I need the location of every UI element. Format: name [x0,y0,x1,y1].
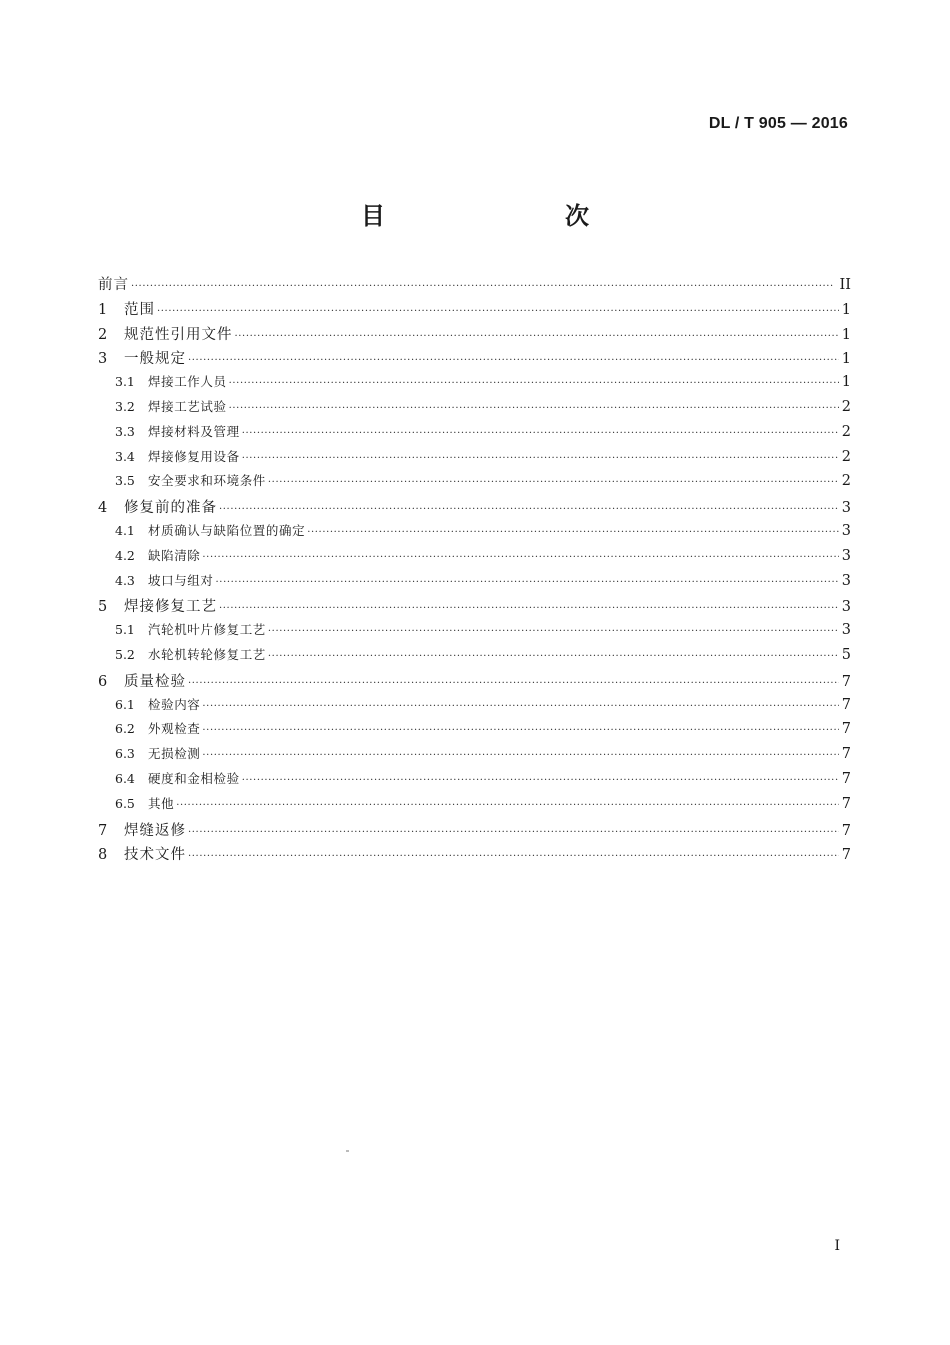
toc-entry-number: 6.5 [115,795,135,811]
dot-leader [202,750,839,761]
toc-entry[interactable] [98,397,851,422]
toc-entry-label: 外观检查 [148,721,201,737]
toc-entry-page: 7 [841,847,851,864]
toc-entry[interactable] [98,794,851,819]
toc-entry-page: 7 [841,673,851,690]
toc-entry-label: 材质确认与缺陷位置的确定 [148,522,306,538]
toc-entry-label: 焊接材料及管理 [148,423,240,439]
toc-entry-page: 3 [841,522,851,539]
toc-entry-label: 水轮机转轮修复工艺 [148,646,266,662]
dot-leader [188,827,839,838]
toc-entry-label: 缺陷清除 [148,547,201,563]
toc-entry-number: 4 [98,500,108,517]
toc-entry[interactable] [98,496,851,521]
toc-entry[interactable] [98,695,851,720]
dot-leader [235,331,840,342]
document-code: DL / T 905 — 2016 [708,115,848,132]
toc-entry-page: 7 [841,746,851,763]
toc-entry-page: 3 [841,547,851,564]
page-number: I [834,1238,840,1254]
toc-entry-label: 其他 [148,795,175,811]
toc-entry-page: 1 [841,374,851,391]
dot-leader [176,800,839,811]
toc-entry-number: 2 [98,326,108,343]
toc-entry[interactable] [98,719,851,744]
toc-entry-label: 坡口与组对 [148,572,214,588]
toc-entry-label: 焊接修复用设备 [148,448,240,464]
toc-entry-number: 6.2 [115,721,135,737]
toc-entry[interactable] [98,546,851,571]
toc-title: 目 次 [361,202,633,230]
dot-leader [268,651,839,662]
dot-leader [219,504,839,515]
toc-entry-label: 无损检测 [148,746,201,762]
toc-entry[interactable] [98,744,851,769]
dot-leader [242,428,839,439]
dot-leader [268,626,839,637]
toc-entry-page: 3 [841,599,851,616]
toc-entry[interactable] [98,571,851,596]
dot-leader [202,552,839,563]
toc-entry-page: 2 [841,398,851,415]
dot-leader [202,725,839,736]
toc-entry-number: 4.2 [115,547,135,563]
toc-entry-page: 1 [841,301,851,318]
dot-leader [131,281,838,292]
toc-entry-page: 1 [841,326,851,343]
toc-entry[interactable] [98,645,851,670]
dot-leader [188,678,839,689]
toc-entry[interactable] [98,595,851,620]
toc-entry[interactable] [98,620,851,645]
toc-entry-number: 3.3 [115,423,135,439]
scan-speck [346,1150,349,1152]
toc-entry-page: 7 [841,795,851,812]
toc-entry-page: 2 [841,423,851,440]
toc-entry-number: 6.1 [115,696,135,712]
toc-entry[interactable] [98,298,851,323]
dot-leader [157,306,839,317]
toc-entry-number: 3.4 [115,448,135,464]
toc-entry-number: 7 [98,822,108,839]
toc-entry[interactable] [98,422,851,447]
dot-leader [229,378,839,389]
toc-entry-label: 质量检验 [124,673,186,690]
toc-entry-label: 焊接修复工艺 [124,599,217,616]
toc-entry[interactable] [98,372,851,397]
toc-entry[interactable] [98,471,851,496]
toc-entry-label: 技术文件 [124,847,186,864]
toc-entry-label: 检验内容 [148,696,201,712]
toc-entry-page: 1 [841,351,851,368]
dot-leader [188,851,839,862]
toc-entry-number: 6 [98,673,108,690]
toc-entry-label: 焊接工作人员 [148,374,227,390]
toc-entry-page: 3 [841,572,851,589]
dot-leader [242,453,839,464]
toc-entry-label: 范围 [124,301,155,318]
toc-entry-number: 5 [98,599,108,616]
dot-leader [188,355,839,366]
toc-entry-page: 2 [841,473,851,490]
table-of-contents [98,273,851,868]
dot-leader [307,527,839,538]
toc-entry[interactable] [98,447,851,472]
toc-entry[interactable] [98,769,851,794]
toc-entry-number: 5.2 [115,646,135,662]
toc-entry-label: 前言 [98,277,129,293]
dot-leader [216,577,839,588]
toc-entry-page: 3 [841,622,851,639]
toc-entry-number: 8 [98,847,108,864]
toc-entry-page: 5 [841,646,851,663]
toc-entry-page: 7 [841,721,851,738]
toc-entry-number: 4.1 [115,522,135,538]
dot-leader [219,603,839,614]
toc-entry[interactable] [98,521,851,546]
dot-leader [202,701,839,712]
toc-entry-label: 规范性引用文件 [124,326,233,343]
toc-entry-number: 1 [98,301,108,318]
toc-entry-page: 2 [841,448,851,465]
toc-entry-number: 6.3 [115,746,135,762]
toc-entry-label: 汽轮机叶片修复工艺 [148,622,266,638]
toc-entry-page: 7 [841,696,851,713]
dot-leader [268,477,839,488]
toc-entry-number: 4.3 [115,572,135,588]
toc-entry-number: 6.4 [115,770,135,786]
toc-entry-number: 3 [98,351,108,368]
toc-entry[interactable] [98,323,851,348]
dot-leader [242,775,839,786]
toc-entry-label: 安全要求和环境条件 [148,473,266,489]
toc-entry-number: 5.1 [115,622,135,638]
toc-entry-page: 3 [841,500,851,517]
toc-entry-label: 焊缝返修 [124,822,186,839]
dot-leader [229,403,839,414]
toc-entry-label: 硬度和金相检验 [148,770,240,786]
toc-entry-number: 3.1 [115,374,135,390]
toc-entry-page: 7 [841,770,851,787]
toc-entry-label: 修复前的准备 [124,500,217,517]
toc-entry[interactable] [98,273,851,298]
toc-entry-page: 7 [841,822,851,839]
toc-entry-number: 3.2 [115,398,135,414]
toc-entry[interactable] [98,819,851,844]
toc-entry-page: II [839,277,851,293]
toc-entry-label: 一般规定 [124,351,186,368]
toc-entry[interactable] [98,843,851,868]
toc-entry[interactable] [98,670,851,695]
toc-entry-label: 焊接工艺试验 [148,398,227,414]
toc-entry[interactable] [98,347,851,372]
toc-entry-number: 3.5 [115,473,135,489]
